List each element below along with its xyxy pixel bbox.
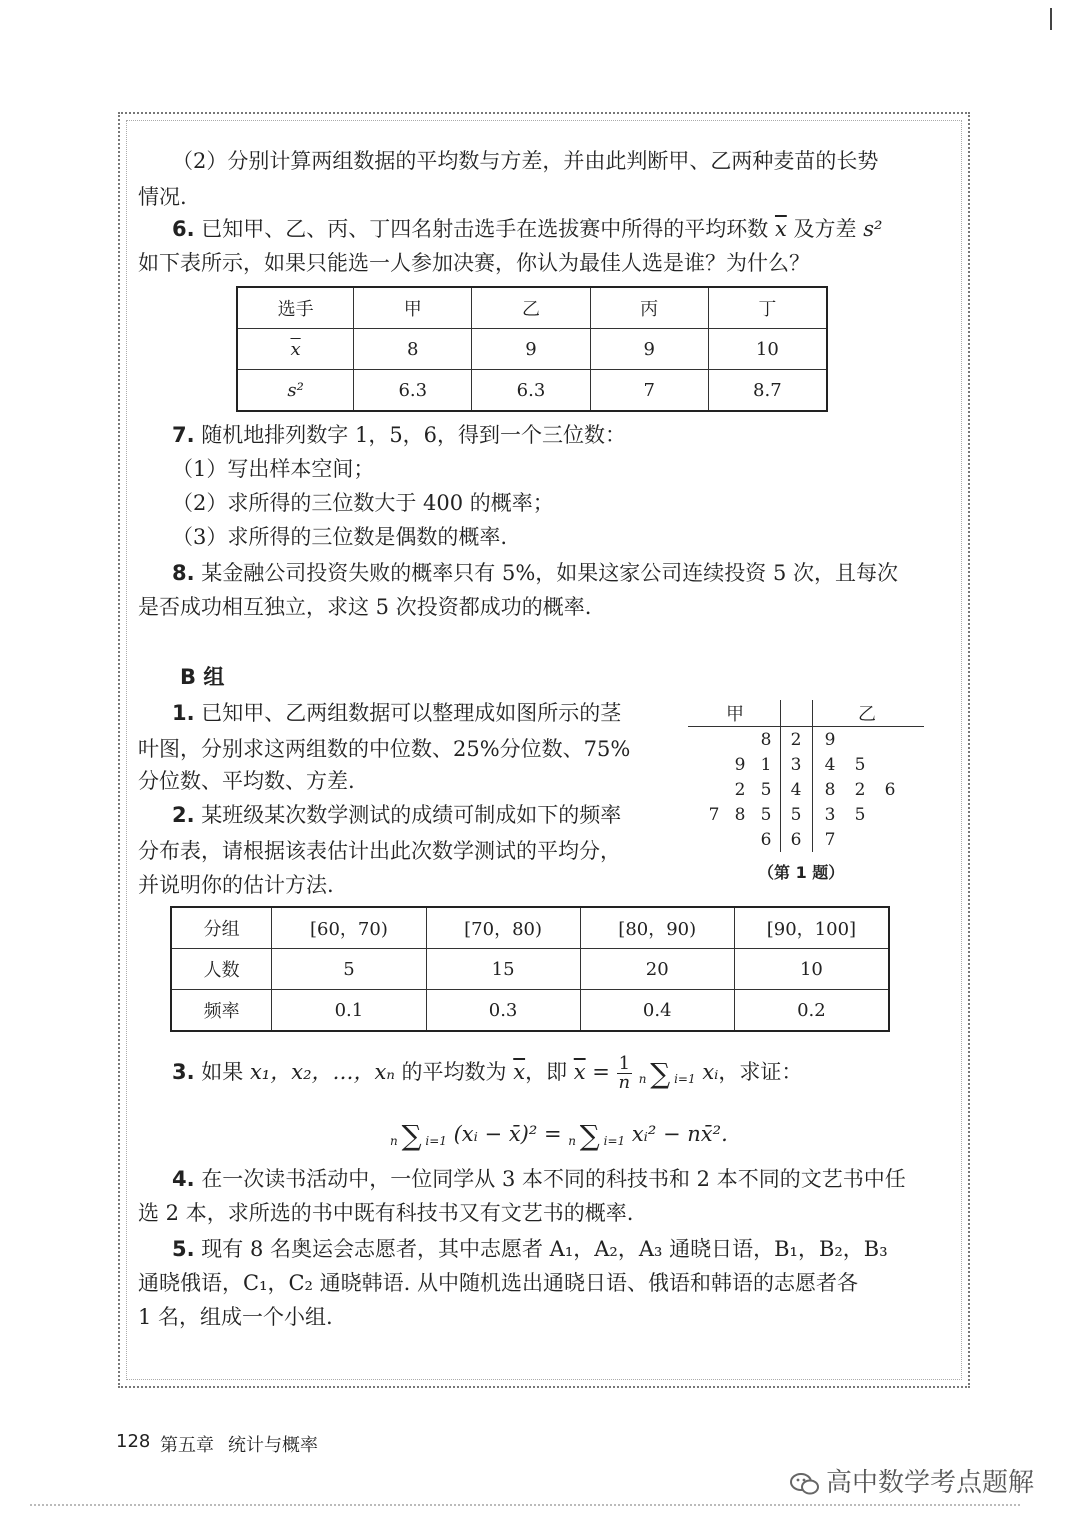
b-q4-number: 4. [172,1167,195,1191]
table-cell: 15 [426,949,580,990]
stem-leaf-left: 8 [760,730,772,750]
q8-text1: 某金融公司投资失败的概率只有 5%，如果这家公司连续投资 5 次，且每次 [201,561,898,585]
table-cell: [70，80) [426,907,580,949]
fraction [617,1055,632,1092]
table-row [237,287,827,329]
table-cell: 丁 [708,287,827,329]
table-cell: 0.2 [734,990,889,1032]
stem-leaf-left: 7 [708,805,720,825]
stem-value: 6 [790,830,802,850]
stem-value: 4 [790,780,802,800]
b-q3-post: ，求证： [718,1060,803,1084]
b-q1-number: 1. [172,701,195,725]
sum-lower: i=1 [674,1071,696,1086]
stem-leaf-right: 8 [824,780,836,800]
stem-leaf-plot [688,700,924,860]
table-row [171,949,889,990]
watermark [790,1462,1034,1499]
table-cell: 0.4 [580,990,734,1032]
q6-number: 6. [172,217,195,241]
stem-leaf-left: 5 [760,780,772,800]
table-cell: $\overline{x}$ [237,329,354,370]
q7-number: 7. [172,423,195,447]
b-q5-number: 5. [172,1237,195,1261]
q7-item1: （1）写出样本空间； [172,457,375,481]
stem-value: 3 [790,755,802,775]
table-cell: 6.3 [354,370,472,412]
stem-left-label: 甲 [726,704,744,725]
stem-leaf-right: 9 [824,730,836,750]
sum-lower: i=1 [603,1133,626,1148]
table-cell: 10 [708,329,827,370]
q8-line2: 是否成功相互独立，求这 5 次投资都成功的概率. [138,595,592,619]
table-cell: 9 [472,329,590,370]
table-cell: 5 [272,949,426,990]
q7-item3: （3）求所得的三位数是偶数的概率. [172,525,508,549]
sigma-icon: ∑ [579,1118,600,1152]
fraction-denominator: n [618,1072,631,1093]
q6-line2: 如下表所示，如果只能选一人参加决赛，你认为最佳人选是谁？为什么？ [138,251,810,275]
stem-leaf-left: 2 [734,780,746,800]
table-cell: [90，100] [734,907,889,949]
b-q1-line1 [172,698,621,728]
wechat-icon [790,1471,820,1497]
b-q3-xbar: $\overline{x}$ [513,1060,526,1084]
b-q5-line3: 1 名，组成一个小组. [138,1305,333,1329]
sigma-icon: ∑ [650,1056,671,1090]
b-q2-line3: 并说明你的估计方法. [138,873,334,897]
stem-divider-right [812,700,813,852]
stem-leaf-left: 5 [760,805,772,825]
b-q2-number: 2. [172,803,195,827]
table-cell: 丙 [590,287,708,329]
group-b-title: B 组 [180,665,225,689]
b-q5-line2: 通晓俄语，C₁，C₂ 通晓韩语. 从中随机选出通晓日语、俄语和韩语的志愿者各 [138,1271,858,1295]
table-cell: 甲 [354,287,472,329]
stem-leaf-right: 5 [854,805,866,825]
stem-leaf-left: 1 [760,755,772,775]
stem-divider-left [780,700,781,852]
scan-noise [30,1504,1020,1514]
stem-value: 2 [790,730,802,750]
stem-header-rule [688,726,924,727]
summation [638,1056,696,1090]
table-cell: 7 [590,370,708,412]
table-cell: 9 [590,329,708,370]
stem-value: 5 [790,805,802,825]
table-cell: 20 [580,949,734,990]
q7-text: 随机地排列数字 1，5，6，得到一个三位数： [201,423,627,447]
table-cell: 人数 [171,949,272,990]
b-q3-mid2: ，即 [525,1060,568,1084]
table-cell: 8.7 [708,370,827,412]
q5-part2-line2: 情况. [138,185,187,209]
b-q5-text1: 现有 8 名奥运会志愿者，其中志愿者 A₁，A₂，A₃ 通晓日语，B₁，B₂，B₃ [201,1237,888,1261]
table-row [237,329,827,370]
b-q3-formula [390,1112,728,1156]
stem-leaf-right: 7 [824,830,836,850]
sum-upper: n [638,1071,647,1086]
sum-upper: n [568,1133,576,1148]
table-cell: 0.3 [426,990,580,1032]
table-cell: 10 [734,949,889,990]
table-cell: 选手 [237,287,354,329]
freq-table [170,906,890,1032]
q6-xbar: $\overline{x}$ [774,217,787,241]
table-cell: 乙 [472,287,590,329]
stem-leaf-left: 8 [734,805,746,825]
summation [568,1118,626,1152]
q6-mid: 及方差 [793,217,857,241]
b-q3-vars: x₁，x₂，…，xₙ [249,1060,395,1084]
sum-lower: i=1 [425,1133,447,1148]
b-q3-xbar2: $\overline{x}$ [573,1060,586,1084]
b-q2-text1: 某班级某次数学测试的成绩可制成如下的频率 [201,803,622,827]
table-row [171,990,889,1032]
formula-left: (xᵢ − x̄)² = [453,1122,562,1146]
b-q4-text1: 在一次读书活动中，一位同学从 3 本不同的科技书和 2 本不同的文艺书中任 [201,1167,906,1191]
table-cell: 分组 [171,907,272,949]
stem-caption: （第 1 题） [758,863,845,882]
q8-number: 8. [172,561,195,585]
sigma-icon: ∑ [401,1118,422,1152]
stem-leaf-right: 2 [854,780,866,800]
chapter-title: 统计与概率 [228,1435,318,1456]
table-row [237,370,827,412]
b-q3-line1: 3. 如果 x₁，x₂，…，xₙ 的平均数为 $\overline{x}$，即 $\overline{x}$ = $\frac{1}{n}$ n ∑ i=1 xᵢ，求证： [172,1053,803,1093]
table-cell: [80，90) [580,907,734,949]
q6-s2: s² [863,217,883,241]
b-q3-sum-term: xᵢ [702,1060,719,1084]
page-number: 128 [116,1431,151,1452]
b-q3-mid: 的平均数为 [401,1060,507,1084]
b-q2-line2: 分布表，请根据该表估计出此次数学测试的平均分， [138,839,621,863]
q7-item2: （2）求所得的三位数大于 400 的概率； [172,491,554,515]
sum-upper: n [390,1133,398,1148]
q6-text1: 已知甲、乙、丙、丁四名射击选手在选拔赛中所得的平均环数 [201,217,769,241]
formula-right: xᵢ² − nx̄². [631,1122,728,1146]
b-q4-line1 [172,1164,906,1194]
stem-leaf-right: 4 [824,755,836,775]
q6-line1 [172,214,882,244]
b-q1-text1: 已知甲、乙两组数据可以整理成如图所示的茎 [201,701,622,725]
b-q4-line2: 选 2 本，求所选的书中既有科技书又有文艺书的概率. [138,1201,634,1225]
stem-leaf-right: 3 [824,805,836,825]
stem-right-label: 乙 [858,704,876,725]
b-q2-line1 [172,800,621,830]
table-cell: 6.3 [472,370,590,412]
b-q3-pre: 如果 [201,1060,244,1084]
chapter-label: 第五章 [160,1435,214,1456]
table-row [171,907,889,949]
b-q1-line2: 叶图，分别求这两组数的中位数、25%分位数、75% [138,737,631,761]
q8-line1 [172,558,898,588]
q6-table [236,286,828,412]
q7-line [172,420,626,450]
watermark-text: 高中数学考点题解 [826,1468,1035,1498]
table-cell: 8 [354,329,472,370]
b-q5-line1 [172,1234,888,1264]
edge-mark [1050,8,1052,30]
summation [390,1118,447,1152]
b-q3-number: 3. [172,1060,195,1084]
b-q1-line3: 分位数、平均数、方差. [138,769,355,793]
table-cell: s² [237,370,354,412]
q5-part2-line1: （2）分别计算两组数据的平均数与方差，并由此判断甲、乙两种麦苗的长势 [172,149,879,173]
stem-leaf-left: 6 [760,830,772,850]
table-cell: 频率 [171,990,272,1032]
table-cell: 0.1 [272,990,426,1032]
table-cell: [60，70) [272,907,426,949]
stem-leaf-left: 9 [734,755,746,775]
fraction-numerator: 1 [618,1053,631,1074]
stem-leaf-right: 6 [884,780,896,800]
stem-leaf-right: 5 [854,755,866,775]
